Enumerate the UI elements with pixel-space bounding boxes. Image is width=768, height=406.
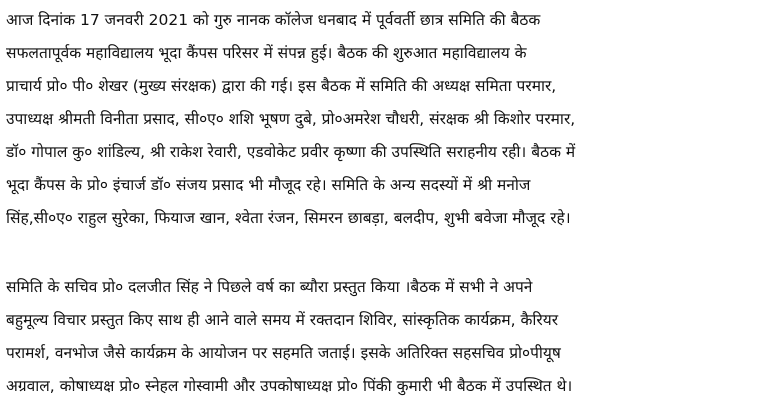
paragraph-2 bbox=[6, 271, 764, 403]
paragraph-1-line-3: प्राचार्य प्रो० पी० शेखर (मुख्य संरक्षक) द्वारा की गई। इस बैठक में समिति की अध्यक्ष समिता परमार, bbox=[6, 77, 557, 95]
paragraph-1 bbox=[6, 4, 764, 235]
paragraph-1-line-7: सिंह,सी०ए० राहुल सुरेका, फियाज खान, श्वेता रंजन, सिमरन छाबड़ा, बलदीप, शुभी बवेजा मौजूद रहे। bbox=[6, 209, 571, 227]
paragraph-1-line-5: डॉ० गोपाल कु० शांडिल्य, श्री राकेश रेवारी, एडवोकेट प्रवीर कृष्णा की उपस्थिति सराहनीय रही। बैठक में bbox=[6, 143, 576, 161]
paragraph-2-line-1: समिति के सचिव प्रो० दलजीत सिंह ने पिछले वर्ष का ब्यौरा प्रस्तुत किया ।बैठक में सभी ने अपने bbox=[6, 278, 533, 296]
paragraph-1-line-2: सफलतापूर्वक महाविद्यालय भूदा कैंपस परिसर में संपन्न हुई। बैठक की शुरुआत महाविद्यालय के bbox=[6, 44, 527, 62]
paragraph-2-line-3: परामर्श, वनभोज जैसे कार्यक्रम के आयोजन पर सहमति जताई। इसके अतिरिक्त सहसचिव प्रो०पीयूष bbox=[6, 344, 561, 362]
document-body bbox=[6, 4, 764, 403]
paragraph-spacer bbox=[6, 235, 764, 271]
paragraph-1-line-4: उपाध्यक्ष श्रीमती विनीता प्रसाद, सी०ए० शशि भूषण दुबे, प्रो०अमरेश चौधरी, संरक्षक श्री किशोर परमार, bbox=[6, 110, 576, 128]
paragraph-1-line-1: आज दिनांक 17 जनवरी 2021 को गुरु नानक कॉलेज धनबाद में पूर्ववर्ती छात्र समिति की बैठक bbox=[6, 11, 541, 29]
paragraph-1-line-6: भूदा कैंपस के प्रो० इंचार्ज डॉ० संजय प्रसाद भी मौजूद रहे। समिति के अन्य सदस्यों में श्री मनोज bbox=[6, 176, 531, 194]
paragraph-2-line-4: अग्रवाल, कोषाध्यक्ष प्रो० स्नेहल गोस्वामी और उपकोषाध्यक्ष प्रो० पिंकी कुमारी भी बैठक में उपस्थित थे। bbox=[6, 377, 573, 395]
paragraph-2-line-2: बहुमूल्य विचार प्रस्तुत किए साथ ही आने वाले समय में रक्तदान शिविर, सांस्कृतिक कार्यक्रम, कैरियर bbox=[6, 311, 559, 329]
